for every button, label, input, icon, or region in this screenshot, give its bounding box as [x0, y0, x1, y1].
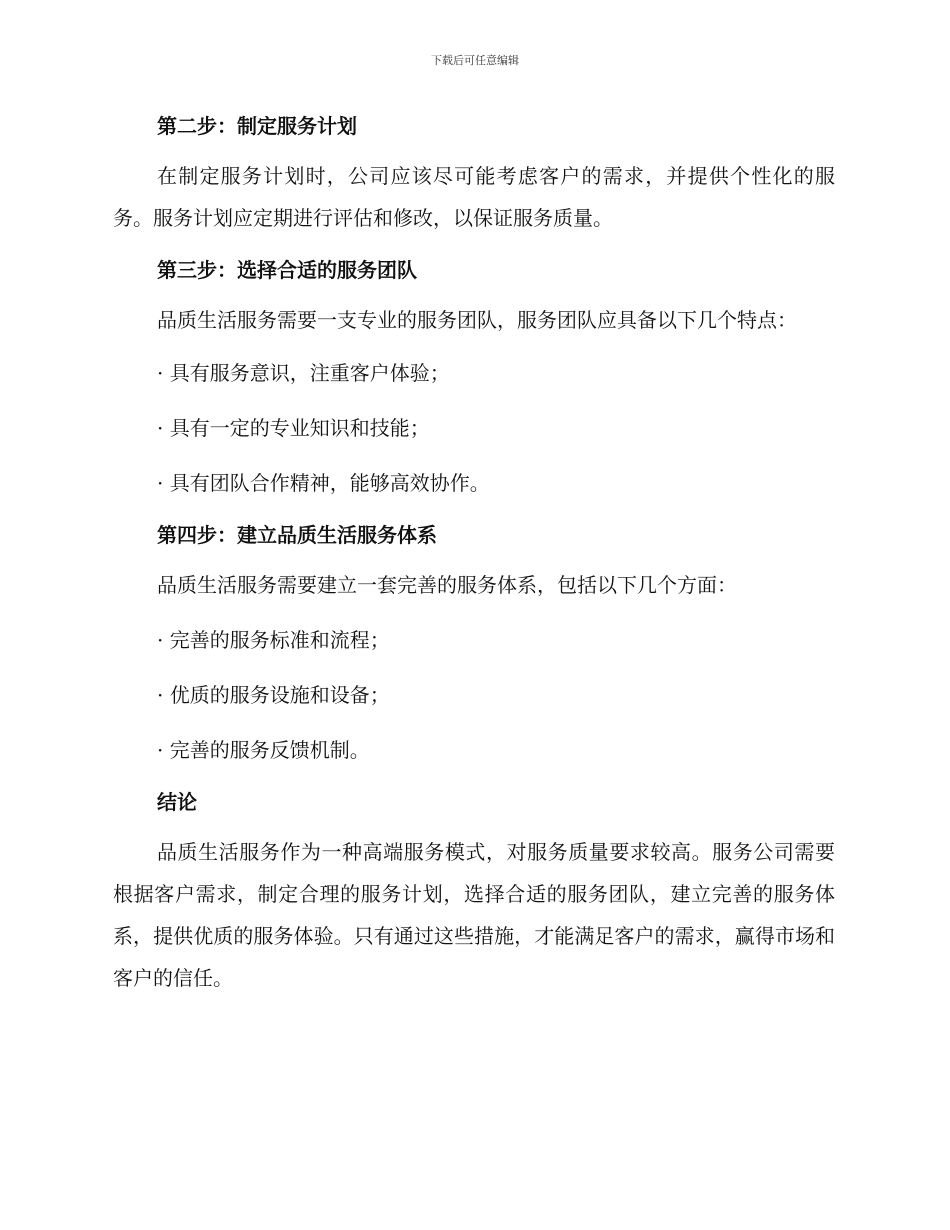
list-item: · 具有团队合作精神，能够高效协作。 — [157, 471, 490, 495]
page-header: 下载后可任意编辑 — [431, 54, 519, 67]
document-body — [113, 108, 835, 999]
paragraph-conclusion: 品质生活服务作为一种高端服务模式，对服务质量要求较高。服务公司需要根据客户需求，制定合理的服务计划，选择合适的服务团队，建立完善的服务体系，提供优质的服务体验。只有通过这些措施，才能满足客户的需求，赢得市场和客户的信任。 — [113, 840, 835, 990]
paragraph-step3: 品质生活服务需要一支专业的服务团队，服务团队应具备以下几个特点： — [157, 308, 797, 332]
list-item: · 具有服务意识，注重客户体验； — [157, 361, 450, 385]
list-item: · 完善的服务标准和流程； — [157, 628, 390, 652]
heading-step3: 第三步：选择合适的服务团队 — [157, 258, 417, 282]
list-item: · 完善的服务反馈机制。 — [157, 738, 370, 762]
paragraph-step4: 品质生活服务需要建立一套完善的服务体系，包括以下几个方面： — [157, 573, 737, 597]
heading-step2: 第二步：制定服务计划 — [157, 114, 357, 138]
heading-step4: 第四步：建立品质生活服务体系 — [157, 523, 437, 547]
list-item: · 具有一定的专业知识和技能； — [157, 416, 430, 440]
paragraph-step2: 在制定服务计划时，公司应该尽可能考虑客户的需求，并提供个性化的服务。服务计划应定期进行评估和修改，以保证服务质量。 — [113, 164, 835, 230]
list-item: · 优质的服务设施和设备； — [157, 683, 390, 707]
heading-conclusion: 结论 — [157, 790, 197, 814]
